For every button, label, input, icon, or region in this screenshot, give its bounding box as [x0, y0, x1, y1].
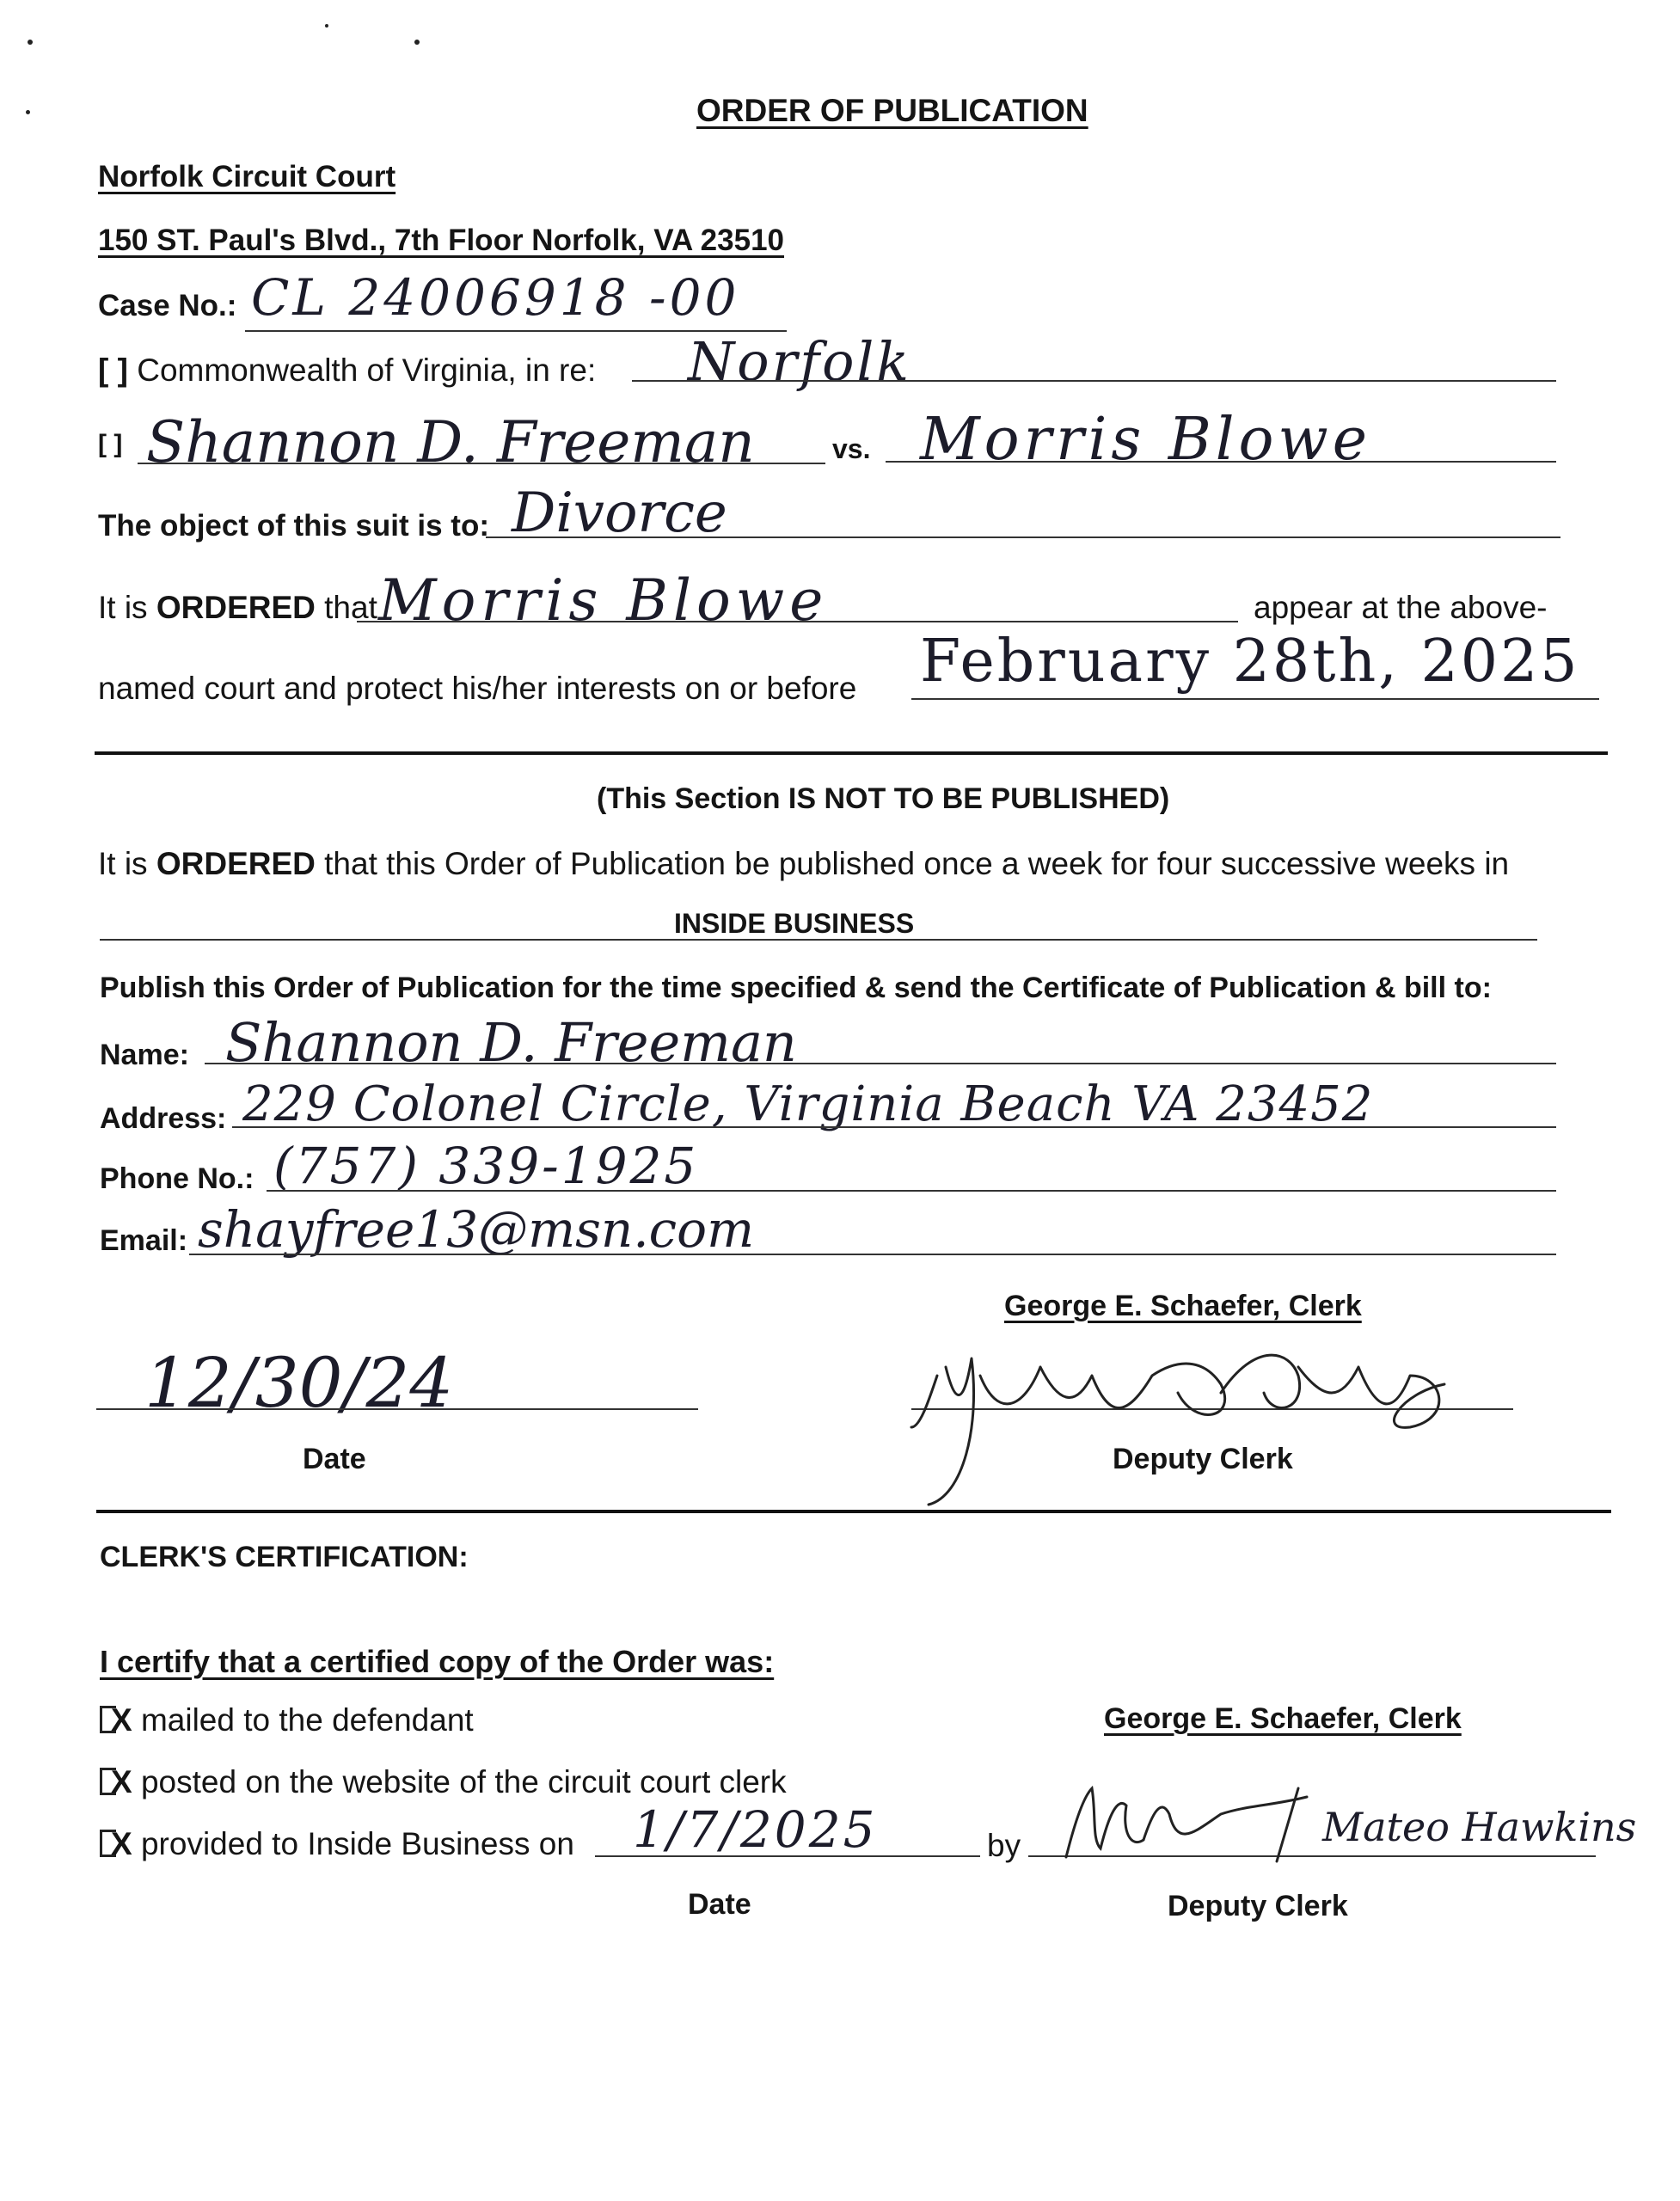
scan-speck [414, 40, 420, 45]
deputy-signature [894, 1324, 1496, 1513]
not-published-note: (This Section IS NOT TO BE PUBLISHED) [597, 782, 1170, 815]
address-value[interactable]: 229 Colonel Circle, Virginia Beach VA 23452 [242, 1076, 1374, 1132]
provided-date-value[interactable]: 1/7/2025 [633, 1800, 878, 1859]
defendant-name[interactable]: Morris Blowe [920, 406, 1371, 474]
cert-item-posted: X posted on the website of the circuit court clerk [100, 1764, 787, 1800]
scan-speck [26, 110, 30, 114]
vs-label: vs. [832, 433, 871, 464]
phone-value[interactable]: (757) 339-1925 [273, 1137, 699, 1195]
checkbox-mailed[interactable]: X [100, 1702, 132, 1738]
plaintiff-line [138, 463, 825, 464]
name-value[interactable]: Shannon D. Freeman [225, 1011, 797, 1074]
order-date-line [96, 1408, 698, 1410]
address-label: Address: [100, 1102, 227, 1135]
scan-speck [28, 40, 33, 45]
section-divider [95, 751, 1608, 755]
commonwealth-value[interactable]: Norfolk [688, 330, 911, 393]
object-value[interactable]: Divorce [512, 481, 727, 545]
clerk-name-top: George E. Schaefer, Clerk [1004, 1290, 1362, 1322]
checkbox-provided[interactable]: X [100, 1826, 132, 1861]
deputy-clerk-label-bottom: Deputy Clerk [1168, 1890, 1348, 1922]
page-title: ORDER OF PUBLICATION [696, 93, 1088, 128]
object-line [486, 536, 1560, 538]
provided-date-label: Date [688, 1888, 751, 1921]
deputy-name-bottom: Mateo Hawkins [1322, 1804, 1637, 1850]
ordered-appear-text: It is ORDERED that [98, 590, 377, 625]
cert-item-provided: X provided to Inside Business on [100, 1826, 574, 1862]
appear-suffix: appear at the above- [1254, 590, 1548, 625]
email-line [189, 1254, 1556, 1255]
name-line [205, 1063, 1556, 1064]
clerk-name-bottom: George E. Schaefer, Clerk [1104, 1702, 1462, 1735]
email-label: Email: [100, 1224, 188, 1257]
commonwealth-line [632, 380, 1556, 382]
deadline-value[interactable]: February 28th, 2025 [920, 628, 1580, 696]
parties-checkbox[interactable]: [ ] [98, 430, 123, 458]
defendant-line [886, 461, 1556, 463]
court-name: Norfolk Circuit Court [98, 160, 396, 193]
cert-item-mailed: X mailed to the defendant [100, 1702, 474, 1738]
publish-instruction: Publish this Order of Publication for the time specified & send the Certificate of Publication & bill to: [100, 972, 1492, 1004]
by-label: by [987, 1828, 1021, 1863]
email-value[interactable]: shayfree13@msn.com [198, 1200, 755, 1259]
phone-line [267, 1190, 1556, 1192]
newspaper-name: INSIDE BUSINESS [674, 908, 915, 939]
object-label: The object of this suit is to: [98, 509, 489, 543]
deputy-clerk-label-top: Deputy Clerk [1113, 1443, 1293, 1475]
plaintiff-name[interactable]: Shannon D. Freeman [146, 409, 755, 475]
deputy-signature-bottom [1049, 1780, 1324, 1874]
newspaper-line [100, 939, 1537, 941]
checkbox-posted[interactable]: X [100, 1764, 132, 1799]
ordered-party[interactable]: Morris Blowe [378, 567, 829, 634]
named-court-text: named court and protect his/her interests on or before [98, 671, 857, 706]
case-no-label: Case No.: [98, 289, 237, 322]
address-line [232, 1126, 1556, 1128]
scan-speck [325, 24, 328, 28]
certification-divider [96, 1510, 1611, 1513]
phone-label: Phone No.: [100, 1162, 254, 1195]
certification-heading: CLERK'S CERTIFICATION: [100, 1541, 469, 1573]
certification-statement: I certify that a certified copy of the Order was: [100, 1644, 775, 1679]
commonwealth-label: Commonwealth of Virginia, in re: [137, 353, 597, 388]
publication-order-text: It is ORDERED that this Order of Publication be published once a week for four successive weeks in [98, 846, 1510, 881]
commonwealth-checkbox[interactable]: [ ] [98, 353, 128, 388]
order-date-label: Date [303, 1443, 366, 1475]
deadline-line [911, 698, 1599, 700]
court-address: 150 ST. Paul's Blvd., 7th Floor Norfolk, VA 23510 [98, 224, 785, 257]
provided-date-line [595, 1855, 980, 1857]
name-label: Name: [100, 1039, 189, 1071]
order-date-value[interactable]: 12/30/24 [144, 1343, 454, 1423]
case-no-value[interactable]: CL 24006918 -00 [251, 268, 740, 327]
ordered-party-line [357, 621, 1238, 622]
commonwealth-row [98, 353, 596, 389]
